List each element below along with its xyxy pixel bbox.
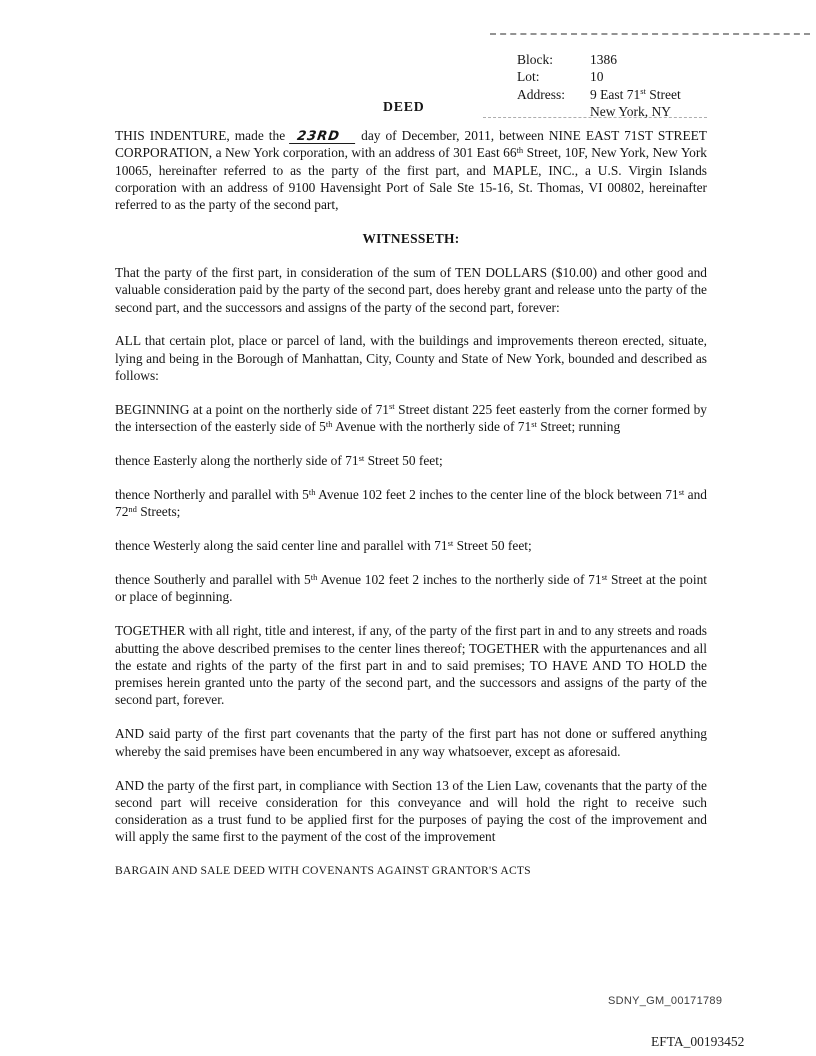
paragraph-consideration: That the party of the first part, in consideration of the sum of TEN DOLLARS ($10.00) and other good and valuable consideration paid by the party of the second part, does hereby grant and release unto the party of the second part, and the successors and assigns of the party of the second part, forever:: [115, 264, 707, 315]
block-row: [517, 51, 681, 68]
paragraph-thence-easterly: thence Easterly along the northerly side of 71st Street 50 feet;: [115, 452, 443, 469]
ordinal-superscript: st: [601, 571, 608, 582]
bates-number-efta: EFTA_00193452: [651, 1034, 745, 1049]
address-label: Address:: [517, 86, 565, 102]
deed-type-footnote: BARGAIN AND SALE DEED WITH COVENANTS AGAINST GRANTOR'S ACTS: [115, 864, 531, 878]
paragraph-beginning: BEGINNING at a point on the northerly side of 71st Street distant 225 feet easterly from the corner formed by the intersection of the easterly side of 5th Avenue with the northerly side of 71st Street; running: [115, 401, 708, 435]
address-row: [517, 86, 681, 103]
paragraph-all-that: ALL that certain plot, place or parcel of land, with the buildings and improvements thereon erected, situate, lying and being in the Borough of Manhattan, City, County and State of New York, bounded and described as follows:: [115, 333, 707, 384]
address-row-2: [517, 103, 681, 120]
lot-row: [517, 68, 681, 85]
address-value-line1: 9 East 71st Street: [590, 86, 681, 102]
page-title: DEED: [383, 99, 425, 114]
ordinal-superscript: st: [531, 418, 537, 429]
ordinal-superscript: st: [358, 452, 365, 463]
ordinal-superscript: st: [388, 401, 395, 412]
deed-body: [115, 127, 707, 896]
paragraph-indenture: THIS INDENTURE, made the 23RD day of December, 2011, between NINE EAST 71ST STREET CORPORATION, a New York corporation, with an address of 301 East 66th Street, 10F, New York, New York 10065, hereinafter referred to as the party of the first part, and MAPLE, INC., a U.S. Virgin Islands corporation with an address of 9100 Havensight Port of Sale Ste 15-16, St. Thomas, VI 00802, hereinafter referred to as the party of the second part,: [115, 128, 707, 213]
paragraph-together: TOGETHER with all right, title and interest, if any, of the party of the first part in and to any streets and roads abutting the above described premises to the center lines thereof; TOGETHER with the appurtenances and all the estate and rights of the party of the first part in and to said premises; TO HAVE AND TO HOLD the premises herein granted unto the party of the second part, and the successors and assigns of the party of the second part, forever.: [115, 623, 707, 708]
paragraph-thence-northerly: thence Northerly and parallel with 5th Avenue 102 feet 2 inches to the center line of the block between 71st and 72nd Streets;: [115, 486, 707, 520]
address-value-line2: New York, NY: [590, 104, 672, 120]
ordinal-superscript: th: [310, 571, 318, 582]
block-label: Block:: [517, 52, 553, 67]
paragraph-thence-westerly: thence Westerly along the said center line and parallel with 71st Street 50 feet;: [115, 537, 532, 554]
ordinal-superscript: th: [308, 486, 316, 497]
ordinal-superscript: th: [325, 418, 333, 429]
ordinal-superscript: st: [447, 537, 454, 548]
ordinal-superscript: th: [516, 144, 524, 155]
lot-label: Lot:: [517, 69, 540, 85]
ordinal-superscript: st: [640, 86, 646, 97]
heading-witnesseth: WITNESSETH:: [362, 231, 460, 247]
paragraph-thence-southerly: thence Southerly and parallel with 5th Avenue 102 feet 2 inches to the northerly side of 71st Street at the point or place of beginning.: [115, 571, 708, 605]
block-value: 1386: [590, 52, 617, 67]
handwritten-day-value: 23RD: [289, 130, 357, 144]
ordinal-superscript: nd: [128, 503, 137, 514]
bates-number-sdny: SDNY_GM_00171789: [608, 995, 723, 1007]
lot-value: 10: [590, 69, 604, 85]
ordinal-superscript: st: [678, 486, 685, 497]
property-info-block: [517, 51, 681, 121]
scan-artifact-line-top: [490, 33, 810, 35]
paragraph-lien-law: AND the party of the first part, in compliance with Section 13 of the Lien Law, covenants that the party of the second part will receive consideration for this conveyance and will hold the right to receive such consideration as a trust fund to be applied first for the purposes of paying the cost of the improvement and will apply the same first to the payment of the cost of the improvement: [115, 777, 707, 845]
paragraph-covenant-encumbrance: AND said party of the first part covenants that the party of the first part has not done or suffered anything whereby the said premises have been encumbered in any way whatsoever, except as aforesaid.: [115, 726, 707, 759]
